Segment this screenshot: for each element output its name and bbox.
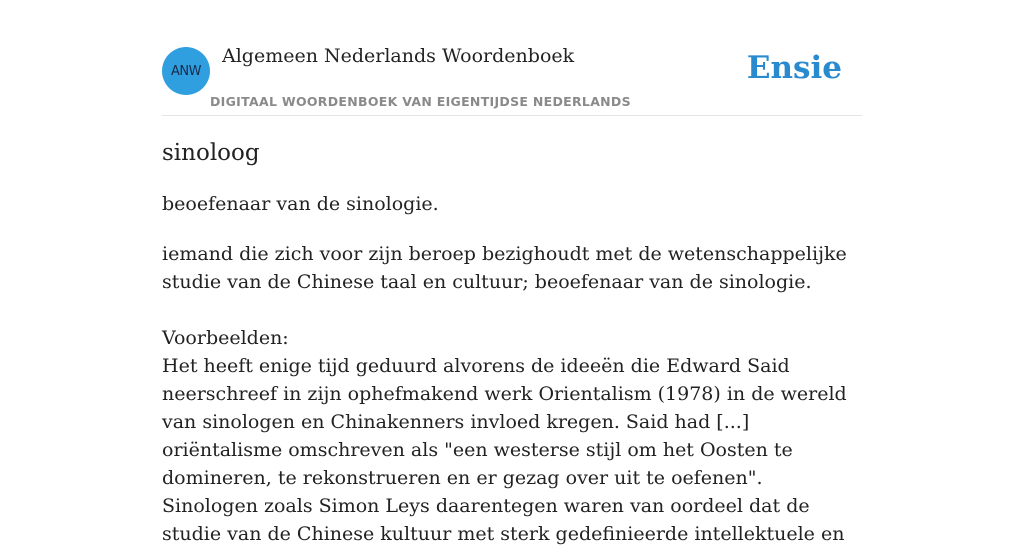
entry-body [162, 240, 862, 548]
example-text: Het heeft enige tijd geduurd alvorens de ideeën die Edward Said neerschreef in zijn ophefmakend werk Orientalism (1978) in de wereld van sinologen en Chinakenners invloed kregen. Said had [...] oriëntalisme omschreven als "een westerse stijl om het Oosten te domineren, te rekonstrueren en er gezag over uit te oefenen". Sinologen zoals Simon Leys daarentegen waren van oordeel dat de studie van de Chinese kultuur met sterk gedefinieerde intellektuele en [162, 355, 847, 545]
site-subtitle: DIGITAAL WOORDENBOEK VAN EIGENTIJDSE NEDERLANDS [210, 94, 631, 109]
dictionary-card [162, 0, 862, 545]
full-definition: iemand die zich voor zijn beroep bezighoudt met de wetenschappelijke studie van de Chinese taal en cultuur; beoefenaar van de sinologie. [162, 243, 847, 293]
examples-label: Voorbeelden: [162, 327, 289, 349]
anw-logo[interactable] [162, 47, 210, 95]
logo-text: ANW [171, 63, 201, 79]
ensie-brand-logo[interactable]: Ensie [746, 50, 842, 86]
site-title[interactable]: Algemeen Nederlands Woordenboek [222, 45, 575, 67]
short-definition: beoefenaar van de sinologie. [162, 193, 439, 215]
site-header [162, 0, 862, 116]
entry-word: sinoloog [162, 140, 260, 166]
